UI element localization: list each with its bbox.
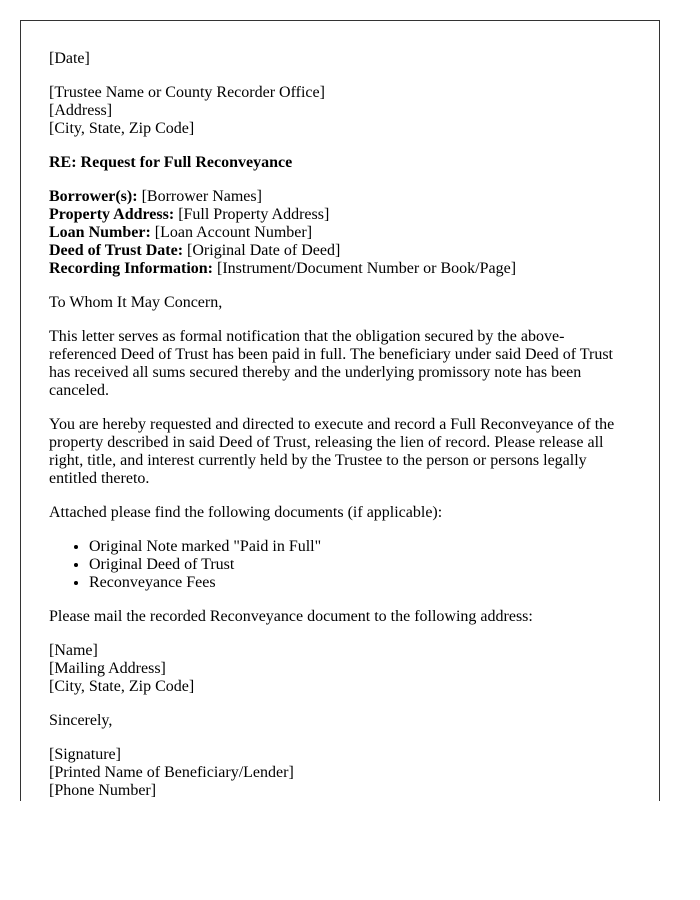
detail-property-address: Property Address: [Full Property Address] [49, 206, 330, 223]
mail-name: [Name] [49, 642, 98, 659]
attachments-list [49, 538, 631, 592]
body-paragraph-attachments: Attached please find the following documents (if applicable): [49, 504, 443, 521]
list-item: • Reconveyance Fees [89, 574, 631, 592]
loan-details [49, 188, 631, 278]
signature-block [49, 746, 631, 800]
body-paragraph-request: You are hereby requested and directed to execute and record a Full Reconveyance of the property described in said Deed of Trust, releasing the lien of record. Please release all right, title, and interest currently held by the Trustee to the person or persons legally entitled thereto. [49, 416, 615, 487]
subject-line: RE: Request for Full Reconveyance [49, 154, 293, 171]
phone-number: [Phone Number] [49, 782, 157, 799]
recipient-address [49, 84, 631, 138]
recipient-street: [Address] [49, 102, 113, 119]
mail-city: [City, State, Zip Code] [49, 678, 195, 695]
list-item: • Original Note marked "Paid in Full" [89, 538, 631, 556]
mail-address [49, 642, 631, 696]
detail-deed-date: Deed of Trust Date: [Original Date of Deed] [49, 242, 341, 259]
detail-borrowers: Borrower(s): [Borrower Names] [49, 188, 262, 205]
date: [Date] [49, 50, 90, 67]
signature: [Signature] [49, 746, 121, 763]
mail-instruction: Please mail the recorded Reconveyance document to the following address: [49, 608, 533, 625]
recipient-city: [City, State, Zip Code] [49, 120, 195, 137]
salutation: To Whom It May Concern, [49, 294, 223, 311]
mail-street: [Mailing Address] [49, 660, 166, 677]
detail-recording-info: Recording Information: [Instrument/Document Number or Book/Page] [49, 260, 517, 277]
printed-name: [Printed Name of Beneficiary/Lender] [49, 764, 294, 781]
list-item: • Original Deed of Trust [89, 556, 631, 574]
detail-loan-number: Loan Number: [Loan Account Number] [49, 224, 313, 241]
closing: Sincerely, [49, 712, 113, 729]
body-paragraph-notification: This letter serves as formal notification that the obligation secured by the above-referenced Deed of Trust has been paid in full. The beneficiary under said Deed of Trust has received all sums secured thereby and the underlying promissory note has been canceled. [49, 328, 613, 399]
letter-page [20, 20, 660, 801]
recipient-name: [Trustee Name or County Recorder Office] [49, 84, 325, 101]
